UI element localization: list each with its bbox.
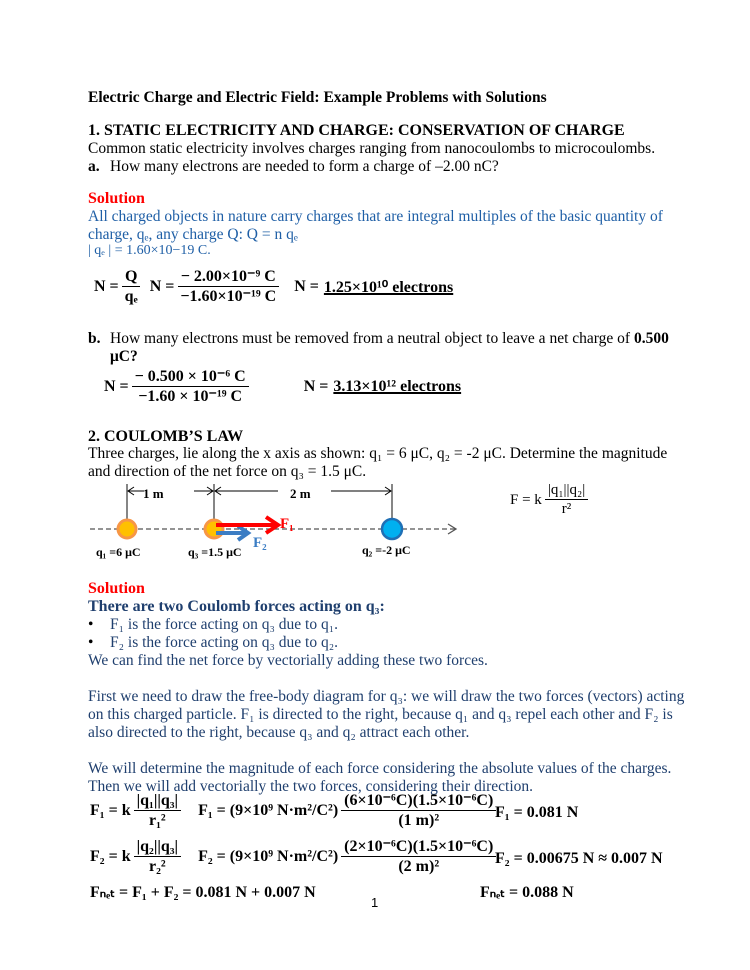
f1-result: F₁ = 0.081 N	[495, 804, 579, 821]
result-lhs: N =	[303, 378, 329, 396]
solution2-subheading: There are two Coulomb forces acting on q₃:	[88, 598, 385, 615]
q1-label: q₁ =6 μC	[96, 545, 141, 559]
bullet-text: F₁ is the force acting on q₃ due to q₁.	[110, 616, 338, 633]
part-b-text: How many electrons must be removed from a neutral object to leave a net charge of	[110, 330, 634, 347]
bullet-text: F₂ is the force acting on q₃ due to q₂.	[110, 634, 338, 651]
frac-num: |q₁||q₂|	[545, 482, 588, 500]
frac-den: −1.60×10⁻¹⁹ C	[180, 288, 277, 306]
frac-den: r²	[561, 501, 572, 518]
solution-heading-2: Solution	[88, 580, 145, 597]
q2-label: q₂ =-2 μC	[362, 543, 411, 557]
f1-calc-lhs: F₁ = (9×10⁹ N·m²/C²)	[198, 802, 339, 820]
q1-charge-icon	[118, 520, 136, 538]
bullet-icon: •	[88, 616, 94, 633]
f1-label: F₁	[280, 516, 294, 532]
para2-line1: We will determine the magnitude of each force considering the absolute values of the charges.	[88, 760, 672, 777]
f2-result: F₂ = 0.00675 N ≈ 0.007 N	[495, 850, 663, 867]
frac-den: (1 m)²	[398, 812, 440, 830]
f2-def-fraction	[134, 838, 181, 877]
frac-num: Q	[122, 268, 140, 287]
f2-calc-lhs: F₂ = (9×10⁹ N·m²/C²)	[198, 848, 339, 866]
equation-n-electrons	[94, 268, 453, 307]
part-a-label: a.	[88, 158, 100, 175]
part-b-label: b.	[88, 330, 101, 347]
result-electrons-b: 3.13×10¹² electrons	[333, 378, 462, 396]
section2-heading: 2. COULOMB’S LAW	[88, 428, 244, 445]
f2-equation	[90, 838, 499, 877]
fnet-result: Fₙₑₜ = 0.088 N	[480, 884, 574, 901]
bullet-icon: •	[88, 634, 94, 651]
f2-calc-fraction	[341, 838, 496, 877]
frac-den: −1.60 × 10⁻¹⁹ C	[138, 388, 243, 406]
document-title: Electric Charge and Electric Field: Example Problems with Solutions	[88, 89, 547, 106]
eq-lhs: N =	[104, 378, 129, 396]
frac-num: − 0.500 × 10⁻⁶ C	[132, 368, 249, 387]
solution2-net-line: We can find the net force by vectorially adding these two forces.	[88, 652, 488, 669]
distance-2m: 2 m	[290, 486, 311, 501]
frac-den: qₑ	[124, 288, 138, 306]
q3-charge-icon	[205, 520, 223, 538]
solution-heading-1: Solution	[88, 190, 145, 207]
frac-num: − 2.00×10⁻⁹ C	[178, 268, 279, 287]
fraction-q-over-qe	[122, 268, 141, 307]
section1-heading: 1. STATIC ELECTRICITY AND CHARGE: CONSERVATION OF CHARGE	[88, 122, 625, 139]
part-b-value: 0.500	[633, 330, 669, 347]
part-a-question	[88, 158, 499, 176]
fraction-values	[177, 268, 279, 307]
bullet-item	[88, 634, 338, 652]
section2-intro-line2: and direction of the net force on q₃ = 1.5 μC.	[88, 463, 367, 480]
f1-def-lhs: F₁ = k	[90, 802, 131, 820]
bullet-item	[88, 616, 338, 634]
frac-num: (6×10⁻⁶C)(1.5×10⁻⁶C)	[341, 792, 496, 811]
q3-label: q₃ =1.5 μC	[188, 545, 242, 559]
fnet-sum: Fₙₑₜ = F₁ + F₂ = 0.081 N + 0.007 N	[90, 884, 316, 901]
para1-line3: also directed to the right, because q₃ and q₂ attract each other.	[88, 724, 470, 741]
result-lhs: N =	[294, 278, 319, 296]
distance-1m: 1 m	[143, 486, 164, 501]
f2-def-lhs: F₂ = k	[90, 848, 131, 866]
f2-label: F₂	[253, 535, 267, 551]
f1-equation	[90, 792, 499, 831]
formula-lhs: F = k	[510, 491, 542, 508]
page-number: 1	[371, 895, 379, 910]
frac-den: r₁²	[148, 812, 166, 830]
part-b-unit: μC?	[110, 348, 138, 365]
f1-calc-fraction	[341, 792, 496, 831]
solution1-line1: All charged objects in nature carry charges that are integral multiples of the basic quantity of	[88, 208, 663, 225]
f1-def-fraction	[134, 792, 181, 831]
para2-line2: Then we will add vectorially the two forces, considering their direction.	[88, 778, 534, 795]
frac-den: r₂²	[148, 858, 166, 876]
fraction-part-b	[132, 368, 249, 407]
frac-num: |q₁||q₃|	[134, 792, 181, 811]
para1-line2: on this charged particle. F₁ is directed to the right, because q₁ and q₃ repel each other and F₂ is	[88, 706, 673, 723]
section2-intro-line1: Three charges, lie along the x axis as shown: q₁ = 6 μC, q₂ = -2 μC. Determine the magnitude	[88, 445, 668, 462]
q2-charge-icon	[382, 519, 402, 539]
section1-intro: Common static electricity involves charges ranging from nanocoulombs to microcoulombs.	[88, 140, 656, 157]
para1-line1: First we need to draw the free-body diagram for q₃: we will draw the two forces (vectors) acting	[88, 688, 685, 705]
solution1-line3: | qₑ | = 1.60×10−19 C.	[88, 243, 211, 258]
solution1-line2: charge, qₑ, any charge Q: Q = n qₑ	[88, 226, 298, 243]
eq-lhs: N =	[94, 278, 119, 296]
frac-den: (2 m)²	[398, 858, 440, 876]
formula-fraction	[545, 482, 588, 518]
part-a-text: How many electrons are needed to form a charge of –2.00 nC?	[110, 158, 499, 175]
part-b-question	[88, 330, 669, 348]
frac-num: (2×10⁻⁶C)(1.5×10⁻⁶C)	[341, 838, 496, 857]
equation-part-b	[104, 368, 461, 407]
result-electrons-a: 1.25×10¹⁰ electrons	[323, 279, 454, 297]
frac-num: |q₂||q₃|	[134, 838, 181, 857]
coulomb-formula	[510, 482, 591, 518]
eq-lhs: N =	[149, 278, 175, 296]
